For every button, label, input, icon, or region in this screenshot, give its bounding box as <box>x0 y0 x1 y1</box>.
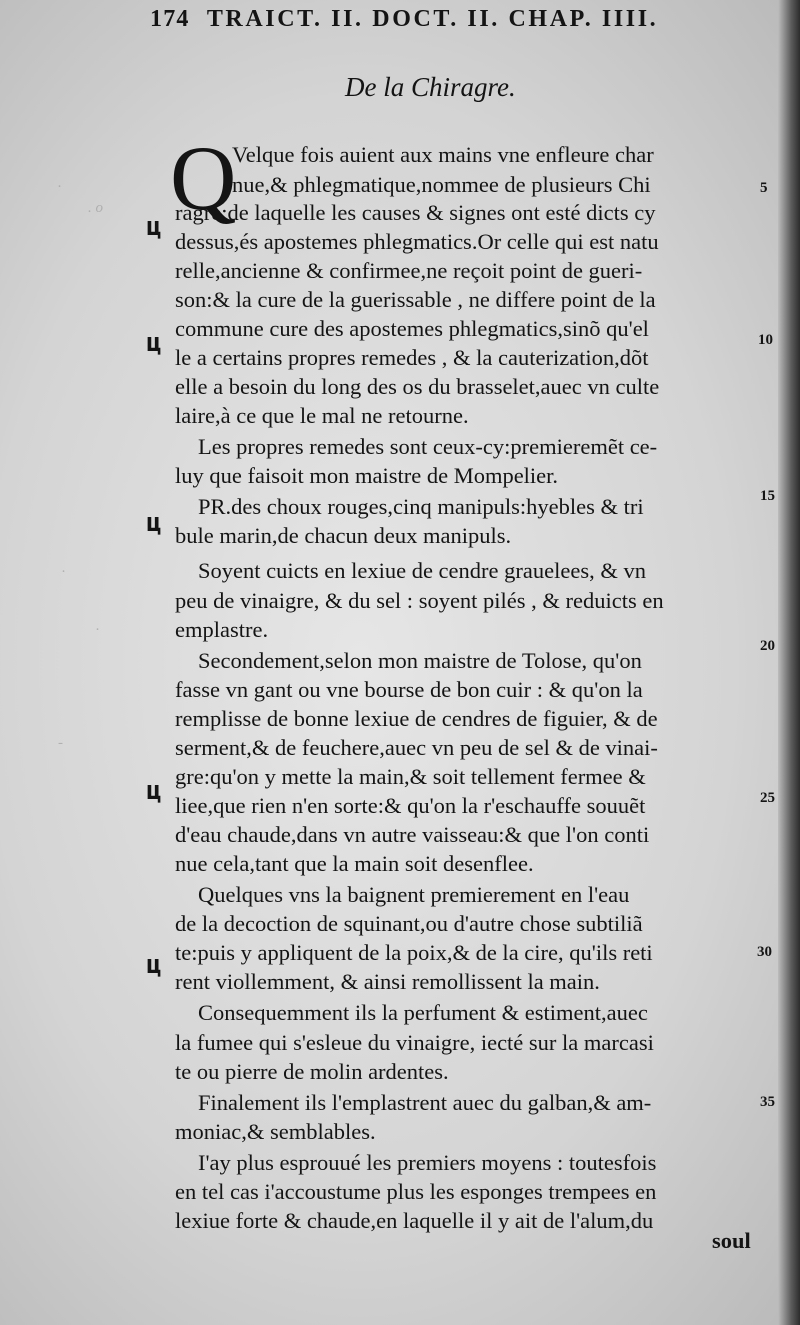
text-line: relle,ancienne & confirmee,ne reçoit point de gueri- <box>175 258 643 283</box>
text-line: son:& la cure de la guerissable , ne differe point de la <box>175 287 656 312</box>
text-line: remplisse de bonne lexiue de cendres de figuier, & de <box>175 706 658 731</box>
text-line: Secondement,selon mon maistre de Tolose, qu'on <box>198 648 642 673</box>
catchword: soul <box>712 1228 751 1253</box>
text-line: dessus,és apostemes phlegmatics.Or celle qui est natu <box>175 229 659 254</box>
text-line: Les propres remedes sont ceux-cy:premieremẽt ce- <box>198 434 658 459</box>
text-line: elle a besoin du long des os du brasselet,auec vn culte <box>175 374 660 399</box>
text-line: luy que faisoit mon maistre de Mompelier. <box>175 463 559 488</box>
text-line: emplastre. <box>175 617 269 642</box>
marginal-mark: ц <box>145 776 162 806</box>
text-line: liee,que rien n'en sorte:& qu'on la r'eschauffe souuẽt <box>175 793 646 818</box>
text-line: la fumee qui s'esleue du vinaigre, iecté sur la marcasi <box>175 1030 654 1055</box>
text-line: lexiue forte & chaude,en laquelle il y ait de l'alum,du <box>175 1208 654 1233</box>
text-line: gre:qu'on y mette la main,& soit tellement fermee & <box>175 764 646 789</box>
text-line: d'eau chaude,dans vn autre vaisseau:& que l'on conti <box>175 822 650 847</box>
running-head <box>150 6 750 33</box>
text-line: commune cure des apostemes phlegmatics,sinõ qu'el <box>175 316 649 341</box>
line-number: 10 <box>758 332 773 348</box>
page-number: 174 <box>150 6 190 32</box>
marginal-mark: ц <box>145 328 162 358</box>
text-line: Velque fois auient aux mains vne enfleure char <box>232 142 654 167</box>
line-number: 35 <box>760 1094 775 1110</box>
text-line: te:puis y appliquent de la poix,& de la cire, qu'ils reti <box>175 940 653 965</box>
show-through-left-4: . <box>96 618 100 634</box>
text-line: Soyent cuicts en lexiue de cendre grauelees, & vn <box>198 558 646 583</box>
text-line: PR.des choux rouges,cinq manipuls:hyebles & tri <box>198 494 644 519</box>
text-line: nue cela,tant que la main soit desenflee. <box>175 851 534 876</box>
show-through-left-1: . <box>58 175 62 191</box>
text-line: ragre:de laquelle les causes & signes ont esté dicts cy <box>175 200 656 225</box>
show-through-left-5: - <box>58 735 63 751</box>
line-number: 30 <box>757 944 772 960</box>
line-number: 20 <box>760 638 775 654</box>
line-number: 15 <box>760 488 775 504</box>
show-through-left-2: . o <box>88 200 103 216</box>
marginal-mark: ц <box>145 950 162 980</box>
marginal-mark: ц <box>145 508 162 538</box>
drop-cap: Q <box>170 127 237 229</box>
text-line: le a certains propres remedes , & la cauterization,dõt <box>175 345 649 370</box>
text-line: nue,& phlegmatique,nommee de plusieurs Chi <box>232 172 651 197</box>
marginal-mark: ц <box>145 212 162 242</box>
line-number: 5 <box>760 180 768 196</box>
book-gutter <box>778 0 800 1325</box>
text-line: laire,à ce que le mal ne retourne. <box>175 403 469 428</box>
text-line: I'ay plus esprouué les premiers moyens : toutesfois <box>198 1150 657 1175</box>
text-line: serment,& de feuchere,auec vn peu de sel & de vinai- <box>175 735 658 760</box>
chapter-title: De la Chiragre. <box>345 72 516 102</box>
text-line: en tel cas i'accoustume plus les esponges trempees en <box>175 1179 657 1204</box>
text-line: fasse vn gant ou vne bourse de bon cuir : & qu'on la <box>175 677 643 702</box>
running-head-text: TRAICT. II. DOCT. II. CHAP. IIII. <box>206 6 659 32</box>
text-line: te ou pierre de molin ardentes. <box>175 1059 449 1084</box>
show-through-left-3: . <box>62 560 66 576</box>
text-line: de la decoction de squinant,ou d'autre chose subtiliã <box>175 911 643 936</box>
text-line: bule marin,de chacun deux manipuls. <box>175 523 512 548</box>
text-line: rent viollemment, & ainsi remollissent la main. <box>175 969 600 994</box>
text-line: moniac,& semblables. <box>175 1119 376 1144</box>
line-number: 25 <box>760 790 775 806</box>
text-line: Consequemment ils la perfument & estiment,auec <box>198 1000 648 1025</box>
text-line: Quelques vns la baignent premierement en l'eau <box>198 882 630 907</box>
text-line: peu de vinaigre, & du sel : soyent pilés , & reduicts en <box>175 588 664 613</box>
text-line: Finalement ils l'emplastrent auec du galban,& am- <box>198 1090 652 1115</box>
